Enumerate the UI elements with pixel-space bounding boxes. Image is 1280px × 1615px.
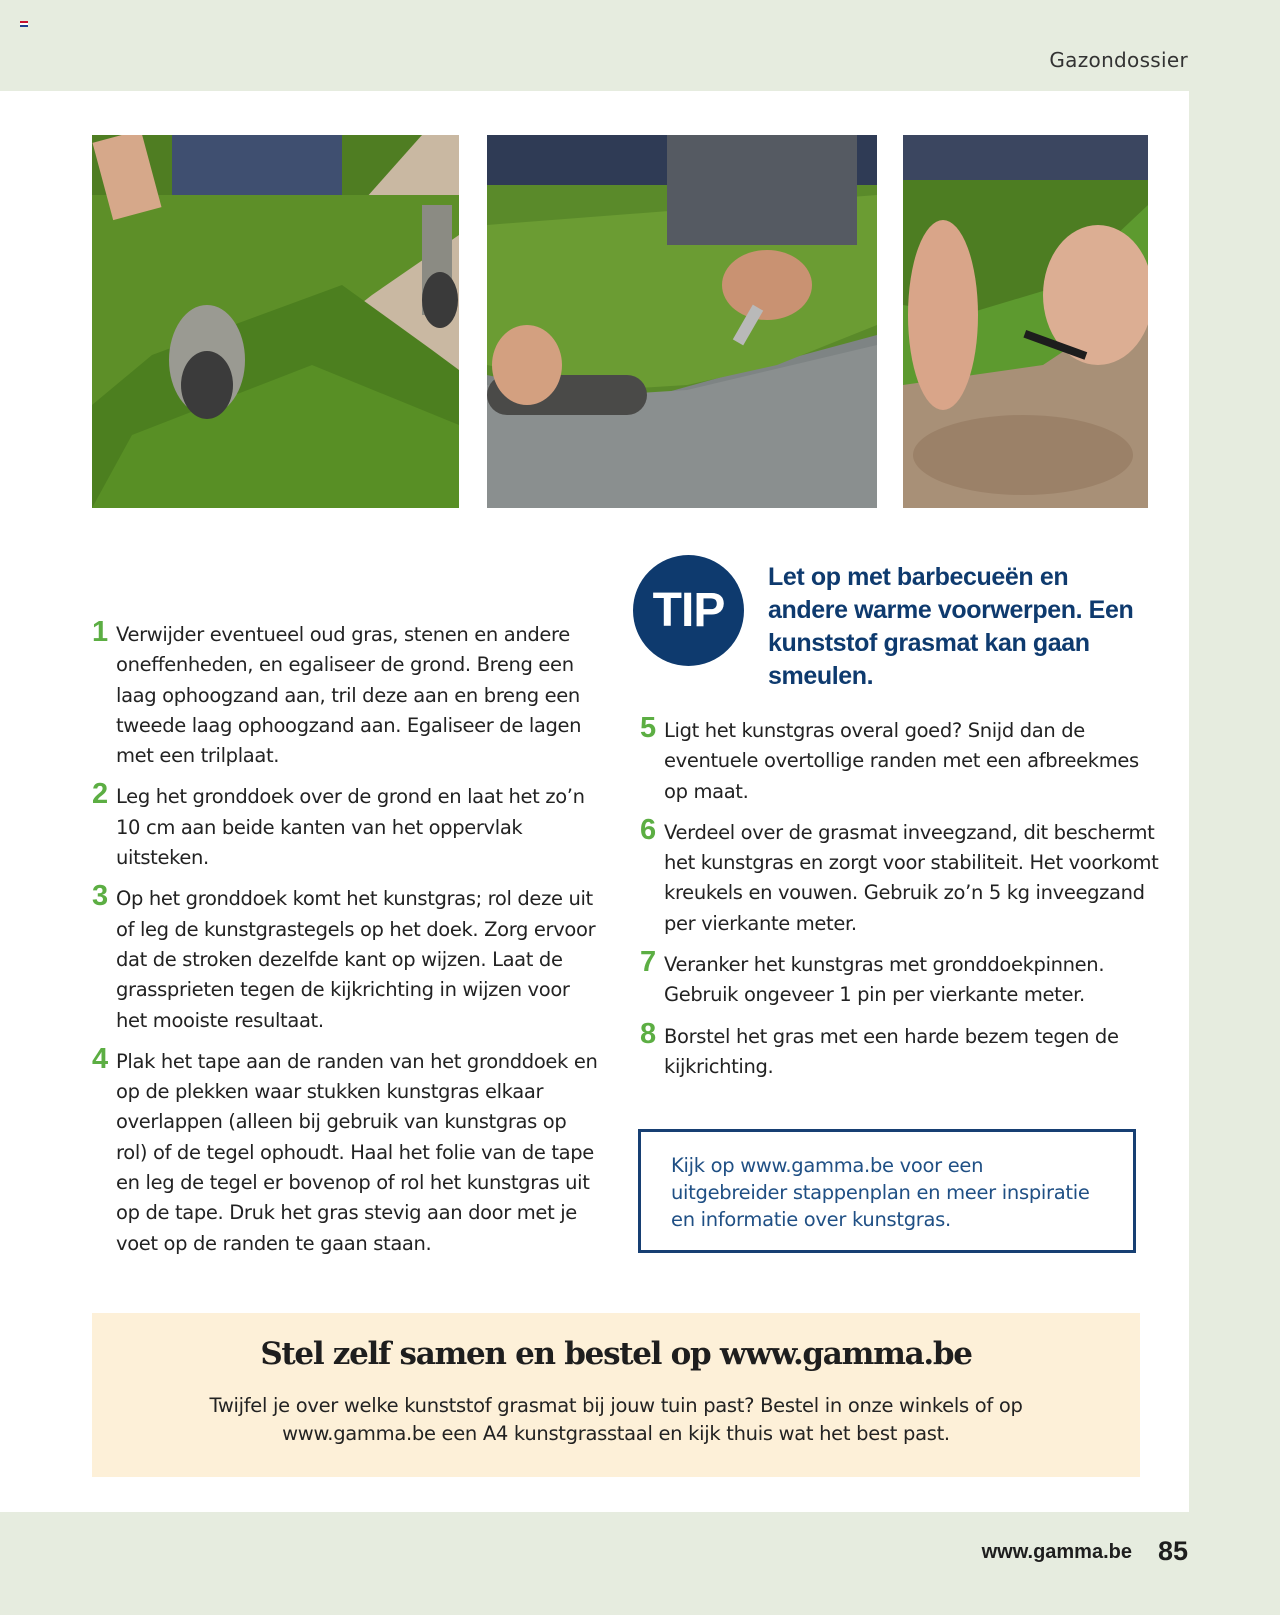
photo-laying-grass-tiles — [92, 135, 459, 508]
tip-text: Let op met barbecueën en andere warme voorwerpen. Een kunststof grasmat kan gaan smeulen. — [768, 563, 1134, 690]
step-number: 5 — [640, 712, 657, 744]
promo-title: Stel zelf samen en bestel op www.gamma.be — [260, 1336, 972, 1372]
step-4 — [92, 1042, 602, 1259]
step-text: Op het gronddoek komt het kunstgras; rol deze uit of leg de kunstgrastegels op het doek. Zorg ervoor dat de stroken dezelfde kant op wijzen. Laat de grassprieten tegen de kijkrichting in wijzen voor het mooiste resultaat. — [116, 887, 596, 1032]
step-2 — [92, 778, 602, 873]
section-label: Gazondossier — [1049, 48, 1188, 72]
promo-text: Twijfel je over welke kunststof grasmat bij jouw tuin past? Bestel in onze winkels of op www.gamma.be een A4 kunstgrasstaal en kijk thuis wat het best past. — [209, 1394, 1023, 1445]
step-text: Verdeel over de grasmat inveegzand, dit beschermt het kunstgras en zorgt voor stabiliteit. Het voorkomt kreukels en vouwen. Gebruik zo’n 5 kg inveegzand per vierkante meter. — [664, 820, 1159, 935]
tip-badge: TIP — [633, 555, 744, 666]
photo-icon — [487, 135, 877, 508]
promo-banner — [92, 1313, 1140, 1477]
flag-icon — [20, 21, 28, 27]
step-3 — [92, 880, 602, 1035]
steps-right-column — [640, 712, 1160, 1093]
step-text: Ligt het kunstgras overal goed? Snijd dan de eventuele overtollige randen met een afbreekmes op maat. — [664, 719, 1139, 803]
step-number: 2 — [92, 778, 109, 811]
steps-left-column — [92, 616, 602, 1270]
step-text: Plak het tape aan de randen van het gronddoek en op de plekken waar stukken kunstgras elkaar overlappen (alleen bij gebruik van kunstgras op rol) of de tegel ophoudt. Haal het folie van de tape en leg de tegel er bovenop of rol het kunstgras uit op de tape. Druk het gras stevig aan door met je voet op de randen te gaan staan. — [116, 1049, 598, 1255]
flag-stripe-blue — [20, 25, 28, 27]
step-number: 8 — [640, 1017, 657, 1050]
step-6 — [640, 813, 1160, 939]
step-number: 6 — [640, 813, 657, 846]
step-number: 1 — [92, 616, 109, 648]
step-number: 7 — [640, 946, 657, 979]
step-text: Leg het gronddoek over de grond en laat het zo’n 10 cm aan beide kanten van het oppervlak uitsteken. — [116, 785, 585, 870]
step-text: Veranker het kunstgras met gronddoekpinnen. Gebruik ongeveer 1 pin per vierkante meter. — [664, 953, 1105, 1007]
photo-icon — [903, 135, 1148, 508]
step-text: Verwijder eventueel oud gras, stenen en andere oneffenheden, en egaliseer de grond. Breng een laag ophoogzand aan, tril deze aan en breng een tweede laag ophoogzand aan. Egaliseer de lagen met een trilplaat. — [116, 623, 582, 768]
photo-pinning-grass — [903, 135, 1148, 508]
step-7 — [640, 946, 1160, 1011]
step-number: 4 — [92, 1042, 109, 1075]
step-8 — [640, 1017, 1160, 1083]
step-5 — [640, 712, 1160, 807]
photo-cutting-grass-edges — [487, 135, 877, 508]
page-number: 85 — [1157, 1536, 1188, 1566]
footer-url-link[interactable]: www.gamma.be — [981, 1541, 1132, 1563]
photo-icon — [92, 135, 459, 508]
info-box — [638, 1129, 1136, 1253]
step-number: 3 — [92, 880, 109, 913]
info-box-text[interactable]: Kijk op www.gamma.be voor een uitgebreider stappenplan en meer inspiratie en informatie over kunstgras. — [671, 1154, 1090, 1231]
step-text: Borstel het gras met een harde bezem tegen de kijkrichting. — [664, 1024, 1119, 1078]
step-1 — [92, 616, 602, 771]
